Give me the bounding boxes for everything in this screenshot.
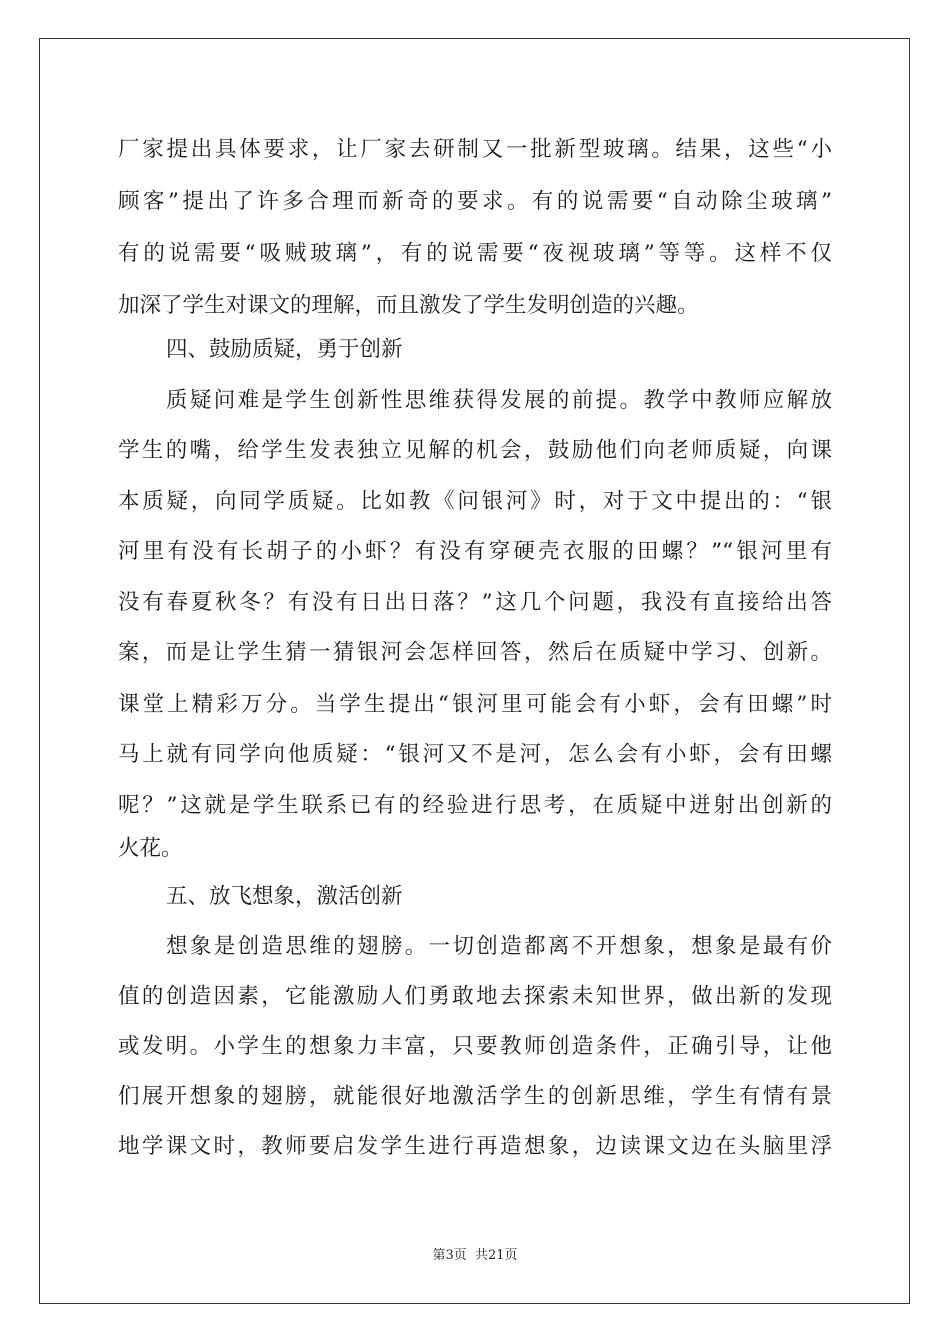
text-line: 没有春夏秋冬？有没有日出日落？”这几个问题，我没有直接给出答 <box>118 590 832 615</box>
text-line: 呢？”这就是学生联系已有的经验进行思考，在质疑中迸射出创新的 <box>118 793 832 818</box>
section-heading: 四、鼓励质疑，勇于创新 <box>166 337 403 362</box>
text-line: 火花。 <box>118 836 183 861</box>
text-line: 有的说需要“吸贼玻璃”，有的说需要“夜视玻璃”等等。这样不仅 <box>118 241 832 266</box>
text-line: 们展开想象的翅膀，就能很好地激活学生的创新思维，学生有情有景 <box>118 1084 832 1109</box>
text-line: 马上就有同学向他质疑：“银河又不是河，怎么会有小虾，会有田螺 <box>118 742 832 767</box>
text-line: 案，而是让学生猜一猜银河会怎样回答，然后在质疑中学习、创新。 <box>118 640 832 665</box>
page-total: 共21页 <box>474 1248 518 1263</box>
text-line: 厂家提出具体要求，让厂家去研制又一批新型玻璃。结果，这些“小 <box>118 137 832 162</box>
text-line: 值的创造因素，它能激励人们勇敢地去探索未知世界，做出新的发现 <box>118 984 832 1009</box>
text-line: 课堂上精彩万分。当学生提出“银河里可能会有小虾，会有田螺”时 <box>118 692 832 717</box>
text-line: 本质疑，向同学质疑。比如教《问银河》时，对于文中提出的：“银 <box>118 489 832 514</box>
text-line: 河里有没有长胡子的小虾？有没有穿硬壳衣服的田螺？”“银河里有 <box>118 539 832 564</box>
text-line: 学生的嘴，给学生发表独立见解的机会，鼓励他们向老师质疑，向课 <box>118 438 832 463</box>
text-line: 顾客”提出了许多合理而新奇的要求。有的说需要“自动除尘玻璃” <box>118 189 832 214</box>
page-number: 第3页 <box>432 1248 467 1263</box>
page-footer <box>0 1244 950 1263</box>
text-line: 质疑问难是学生创新性思维获得发展的前提。教学中教师应解放 <box>166 388 832 413</box>
text-line: 加深了学生对课文的理解，而且激发了学生发明创造的兴趣。 <box>118 293 699 318</box>
text-line: 想象是创造思维的翅膀。一切创造都离不开想象，想象是最有价 <box>166 934 832 959</box>
section-heading: 五、放飞想象，激活创新 <box>166 884 403 909</box>
text-line: 地学课文时，教师要启发学生进行再造想象，边读课文边在头脑里浮 <box>118 1134 832 1159</box>
text-line: 或发明。小学生的想象力丰富，只要教师创造条件，正确引导，让他 <box>118 1034 832 1059</box>
